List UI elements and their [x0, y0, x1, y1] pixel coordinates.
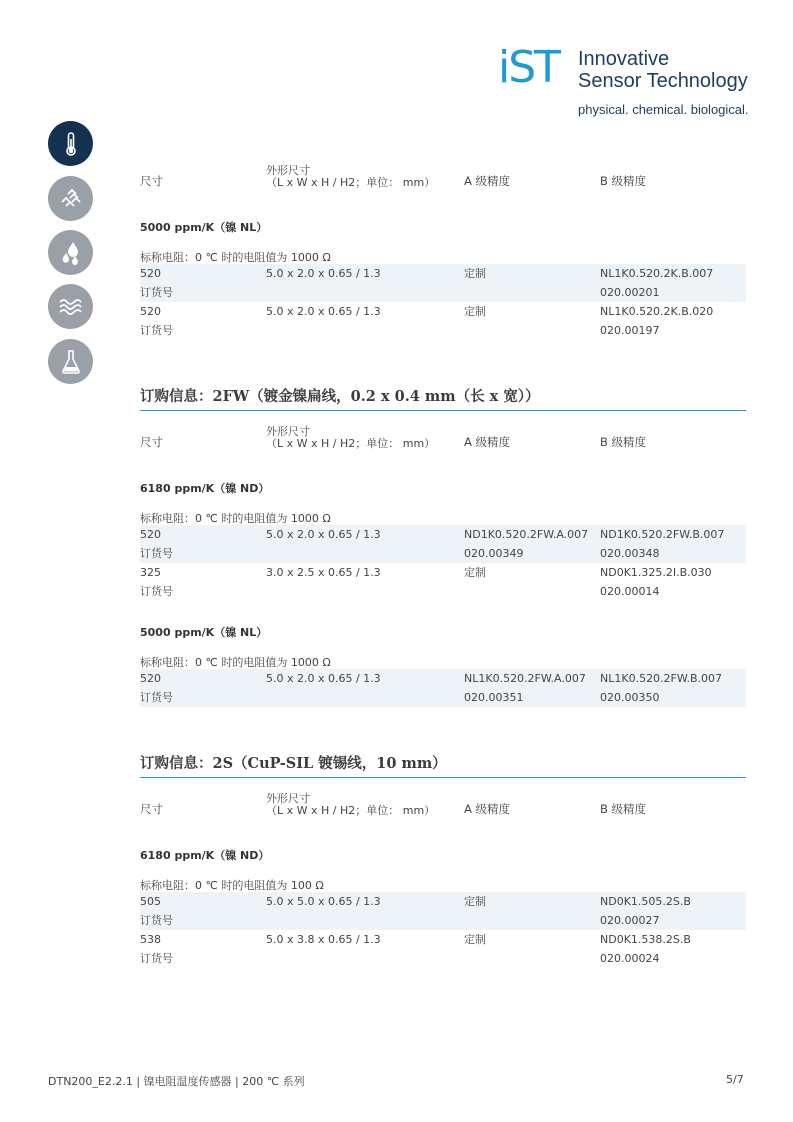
footer-document-id: DTN200_E2.2.1 | 镍电阻温度传感器 | 200 ℃ 系列: [48, 1075, 305, 1088]
logo-text-line1: Innovative: [578, 48, 670, 70]
nominal-resistance: 标称电阻：0 ℃ 时的电阻值为 1000 Ω: [140, 512, 331, 525]
table-header: 尺寸 外形尺寸 （L x W x H / H2；单位： mm） A 级精度 B 级精度: [140, 792, 647, 817]
table-row: 520 订货号 5.0 x 2.0 x 0.65 / 1.3 ND1K0.520.2FW.A.007 020.00349 ND1K0.520.2FW.B.007 020.00348: [140, 525, 746, 563]
waves-icon[interactable]: [48, 284, 93, 329]
nominal-resistance: 标称电阻：0 ℃ 时的电阻值为 100 Ω: [140, 879, 324, 892]
group-title: 6180 ppm/K（镍 ND）: [140, 482, 270, 495]
logo-tagline: physical. chemical. biological.: [578, 102, 749, 117]
header-class-a: A 级精度: [464, 174, 511, 188]
company-logo: [498, 42, 758, 126]
table-header: 尺寸 外形尺寸 （L x W x H / H2；单位： mm） A 级精度 B 级精度: [140, 425, 647, 450]
flask-icon[interactable]: [48, 339, 93, 384]
section-title-2s: 订购信息：2S（CuP-SIL 镀锡线，10 mm）: [140, 752, 746, 778]
table-row: 505 订货号 5.0 x 5.0 x 0.65 / 1.3 定制 ND0K1.505.2S.B 020.00027: [140, 892, 746, 930]
table-row: 520 订货号 5.0 x 2.0 x 0.65 / 1.3 定制 NL1K0.520.2K.B.007 020.00201: [140, 264, 746, 302]
flow-icon[interactable]: [48, 176, 93, 221]
logo-text-line2: Sensor Technology: [578, 70, 748, 92]
table-row: 538 订货号 5.0 x 3.8 x 0.65 / 1.3 定制 ND0K1.538.2S.B 020.00024: [140, 933, 691, 965]
table-row: 325 订货号 3.0 x 2.5 x 0.65 / 1.3 定制 ND0K1.325.2I.B.030 020.00014: [140, 566, 712, 598]
thermometer-icon[interactable]: [48, 121, 93, 166]
header-size: 尺寸: [140, 174, 163, 188]
group-title: 6180 ppm/K（镍 ND）: [140, 849, 270, 862]
droplets-icon[interactable]: [48, 230, 93, 275]
table-header: [140, 165, 746, 195]
section-title-2fw: 订购信息：2FW（镀金镍扁线，0.2 x 0.4 mm（长 x 宽））: [140, 385, 746, 411]
footer-page-number: 5/7: [726, 1073, 744, 1086]
logo-mark: iST: [498, 42, 560, 93]
table-row: 520 订货号 5.0 x 2.0 x 0.65 / 1.3 定制 NL1K0.520.2K.B.020 020.00197: [140, 305, 714, 337]
group-title: 5000 ppm/K（镍 NL）: [140, 221, 268, 234]
nominal-resistance: 标称电阻：0 ℃ 时的电阻值为 1000 Ω: [140, 656, 331, 669]
nominal-resistance: 标称电阻：0 ℃ 时的电阻值为 1000 Ω: [140, 251, 331, 264]
table-row: 520 订货号 5.0 x 2.0 x 0.65 / 1.3 NL1K0.520.2FW.A.007 020.00351 NL1K0.520.2FW.B.007 020.00350: [140, 669, 746, 707]
header-class-b: B 级精度: [600, 174, 647, 188]
group-title: 5000 ppm/K（镍 NL）: [140, 626, 268, 639]
header-dims: 外形尺寸 （L x W x H / H2；单位： mm）: [266, 164, 436, 189]
